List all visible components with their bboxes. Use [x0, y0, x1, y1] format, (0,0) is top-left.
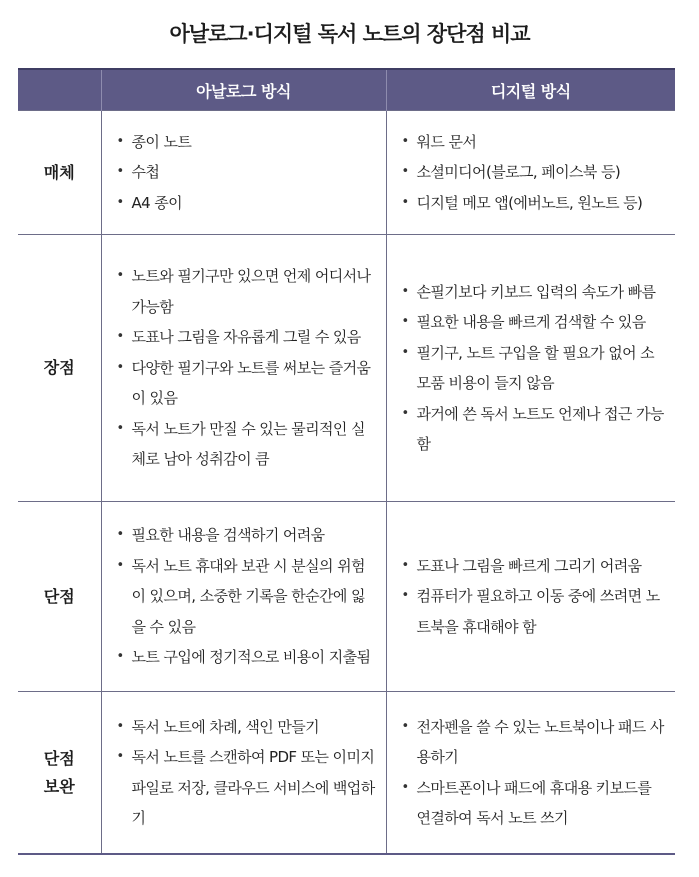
- list-item-text: 워드 문서: [416, 132, 477, 151]
- digital-list: [387, 551, 676, 643]
- document-title: 아날로그·디지털 독서 노트의 장단점 비교: [169, 22, 530, 46]
- list-item: [116, 712, 378, 743]
- bullet-dot-icon: •: [116, 420, 124, 436]
- list-item: [401, 307, 668, 338]
- list-item-text: 도표나 그림을 자유롭게 그릴 수 있음: [131, 328, 361, 347]
- list-item-text: 독서 노트가 만질 수 있는 물리적인 실체로 남아 성취감이 큼: [131, 419, 365, 469]
- list-item: [116, 157, 378, 188]
- bullet-dot-icon: •: [116, 649, 124, 665]
- table-header-row: [18, 69, 675, 111]
- list-item-text: 종이 노트: [131, 132, 192, 151]
- list-item-text: 노트와 필기구만 있으면 언제 어디서나 가능함: [131, 267, 371, 316]
- list-item-text: 손필기보다 키보드 입력의 속도가 빠름: [416, 282, 656, 301]
- digital-list: [387, 712, 676, 834]
- bullet-dot-icon: •: [401, 405, 409, 421]
- row-label-text: 보완: [43, 776, 75, 796]
- analog-cell: [101, 111, 386, 235]
- digital-list: [387, 127, 676, 219]
- bullet-dot-icon: •: [116, 329, 124, 345]
- header-analog: 아날로그 방식: [101, 69, 386, 111]
- bullet-dot-icon: •: [401, 718, 409, 734]
- bullet-dot-icon: •: [401, 314, 409, 329]
- list-item: [401, 157, 668, 188]
- list-item: [401, 773, 668, 834]
- list-item: [116, 551, 378, 643]
- list-item-text: 독서 노트를 스캔하여 PDF 또는 이미지 파일로 저장, 클라우드 서비스에 백업하기: [131, 748, 375, 827]
- bullet-dot-icon: •: [401, 588, 409, 604]
- list-item: [116, 353, 378, 414]
- list-item: [116, 742, 378, 834]
- bullet-dot-icon: •: [116, 133, 124, 149]
- analog-list: [102, 712, 386, 834]
- row-label-text: 장점: [43, 358, 75, 377]
- list-item: [116, 322, 378, 353]
- list-item-text: 디지털 메모 앱(에버노트, 원노트 등): [416, 193, 643, 212]
- digital-list: [387, 277, 676, 460]
- list-item: [401, 277, 668, 308]
- analog-list: [102, 261, 386, 475]
- list-item: [116, 188, 378, 219]
- digital-cell: [386, 502, 675, 692]
- bullet-dot-icon: •: [116, 194, 124, 210]
- analog-cell: [101, 692, 386, 855]
- list-item: [401, 188, 668, 219]
- list-item: [116, 414, 378, 475]
- row-label-text: 단점: [43, 748, 75, 768]
- list-item: [116, 520, 378, 551]
- list-item-text: 다양한 필기구와 노트를 써보는 즐거움이 있음: [131, 358, 371, 408]
- list-item-text: 소셜미디어(블로그, 페이스북 등): [416, 163, 621, 182]
- row-label: [18, 111, 101, 235]
- list-item: [116, 642, 378, 673]
- list-item: [401, 551, 668, 582]
- table-row-remedy: [18, 692, 675, 855]
- bullet-dot-icon: •: [116, 718, 124, 734]
- analog-cell: [101, 502, 386, 692]
- bullet-dot-icon: •: [401, 164, 409, 180]
- analog-cell: [101, 235, 386, 502]
- digital-cell: [386, 111, 675, 235]
- analog-list: [102, 127, 386, 219]
- list-item: [116, 127, 378, 158]
- list-item: [401, 712, 668, 773]
- list-item-text: 노트 구입에 정기적으로 비용이 지출됨: [131, 648, 371, 667]
- bullet-dot-icon: •: [116, 557, 124, 573]
- list-item: [401, 338, 668, 399]
- list-item-text: 필요한 내용을 검색하기 어려움: [131, 526, 325, 545]
- list-item-text: 도표나 그림을 빠르게 그리기 어려움: [416, 556, 642, 575]
- table-row-advantages: [18, 235, 675, 502]
- row-label-text: 매체: [43, 162, 75, 182]
- row-label: [18, 502, 101, 692]
- list-item: [401, 399, 668, 460]
- list-item-text: 과거에 쓴 독서 노트도 언제나 접근 가능함: [416, 404, 664, 453]
- comparison-table: [18, 68, 675, 855]
- bullet-dot-icon: •: [401, 344, 409, 360]
- list-item-text: 필기구, 노트 구입을 할 필요가 없어 소모품 비용이 들지 않음: [416, 343, 655, 392]
- row-label: [18, 235, 101, 502]
- bullet-dot-icon: •: [401, 133, 409, 149]
- bullet-dot-icon: •: [401, 194, 409, 210]
- bullet-dot-icon: •: [401, 283, 409, 299]
- bullet-dot-icon: •: [401, 779, 409, 795]
- bullet-dot-icon: •: [401, 557, 409, 573]
- list-item-text: A4 종이: [131, 193, 183, 212]
- list-item-text: 독서 노트에 차례, 색인 만들기: [131, 717, 320, 736]
- list-item-text: 수첩: [131, 163, 160, 182]
- header-digital: 디지털 방식: [386, 69, 675, 111]
- table-row-medium: [18, 111, 675, 235]
- bullet-dot-icon: •: [116, 164, 124, 180]
- list-item-text: 독서 노트 휴대와 보관 시 분실의 위험이 있으며, 소중한 기록을 한순간에 잃을 수 있음: [131, 556, 365, 636]
- analog-list: [102, 520, 386, 673]
- list-item-text: 필요한 내용을 빠르게 검색할 수 있음: [416, 313, 646, 331]
- bullet-dot-icon: •: [116, 268, 124, 284]
- header-empty-cell: [18, 69, 101, 111]
- list-item-text: 전자펜을 쓸 수 있는 노트북이나 패드 사용하기: [416, 717, 664, 766]
- list-item: [401, 127, 668, 158]
- list-item: [401, 581, 668, 642]
- bullet-dot-icon: •: [116, 527, 124, 543]
- row-label-text: 단점: [43, 586, 75, 606]
- list-item: [116, 261, 378, 322]
- bullet-dot-icon: •: [116, 359, 124, 375]
- list-item-text: 스마트폰이나 패드에 휴대용 키보드를 연결하여 독서 노트 쓰기: [416, 778, 652, 827]
- list-item-text: 컴퓨터가 필요하고 이동 중에 쓰려면 노트북을 휴대해야 함: [416, 587, 660, 636]
- digital-cell: [386, 692, 675, 855]
- bullet-dot-icon: •: [116, 749, 124, 764]
- row-label: [18, 692, 101, 855]
- digital-cell: [386, 235, 675, 502]
- table-row-disadvantages: [18, 502, 675, 692]
